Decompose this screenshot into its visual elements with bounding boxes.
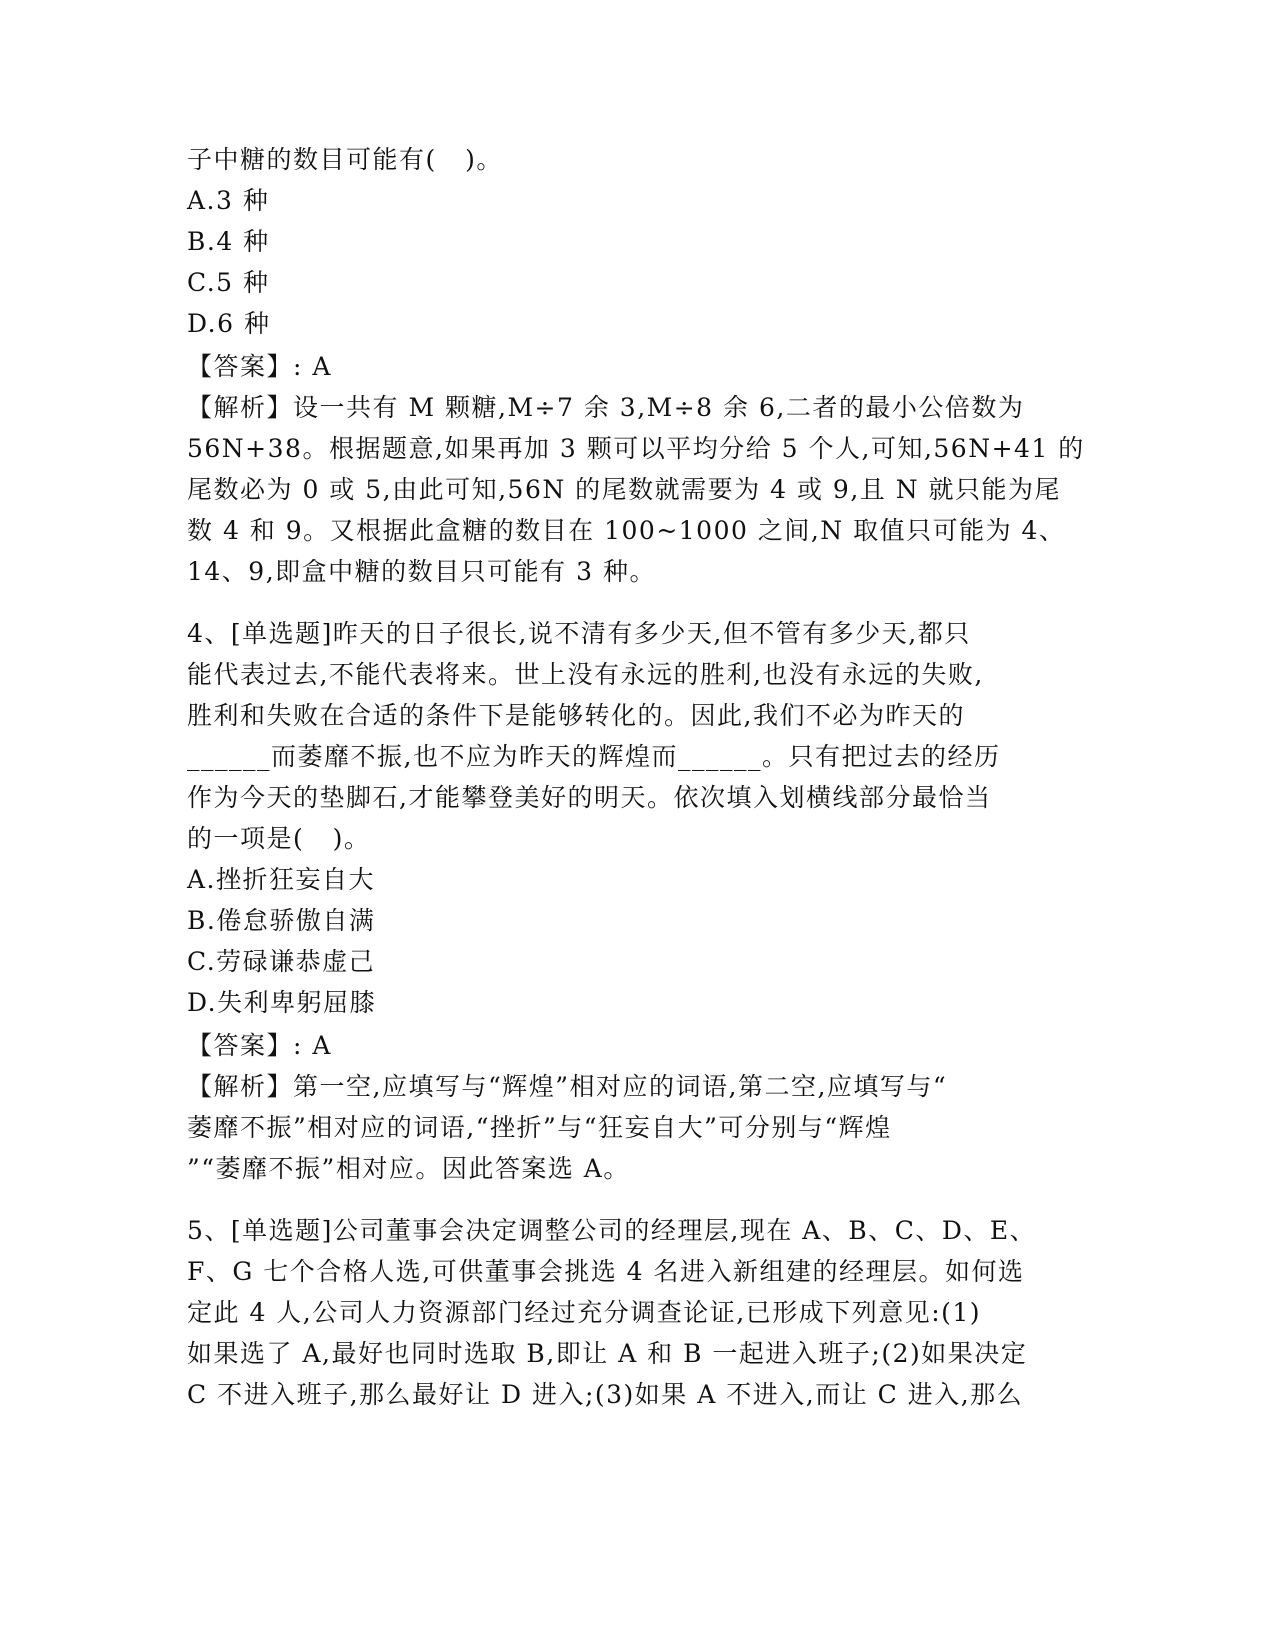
q5-stem-line: 如果选了 A,最好也同时选取 B,即让 A 和 B 一起进入班子;(2)如果决定: [187, 1339, 1028, 1368]
q4-analysis-line: ”“萎靡不振”相对应。因此答案选 A。: [187, 1154, 630, 1183]
q4-stem-line: 4、[单选题]昨天的日子很长,说不清有多少天,但不管有多少天,都只: [187, 619, 971, 648]
q3-stem-tail: 子中糖的数目可能有( )。: [187, 145, 503, 174]
q4-option-b: B.倦怠骄傲自满: [187, 906, 376, 935]
q5-stem-line: C 不进入班子,那么最好让 D 进入;(3)如果 A 不进入,而让 C 进入,那么: [187, 1380, 1024, 1409]
q4-analysis-line: 【解析】第一空,应填写与“辉煌”相对应的词语,第二空,应填写与“: [187, 1072, 948, 1101]
q3-option-b: B.4 种: [187, 227, 270, 256]
q3-analysis-line: 14、9,即盒中糖的数目只可能有 3 种。: [187, 557, 656, 586]
q5-stem-line: 5、[单选题]公司董事会决定调整公司的经理层,现在 A、B、C、D、E、: [187, 1216, 1037, 1245]
q4-stem-line: 能代表过去,不能代表将来。世上没有永远的胜利,也没有永远的失败,: [187, 660, 984, 689]
q3-option-c: C.5 种: [187, 268, 270, 297]
q3-option-d: D.6 种: [187, 309, 271, 338]
q4-option-d: D.失利卑躬屈膝: [187, 988, 377, 1017]
q5-stem-line: F、G 七个合格人选,可供董事会挑选 4 名进入新组建的经理层。如何选: [187, 1257, 1025, 1286]
q4-answer: 【答案】: A: [187, 1031, 332, 1060]
q3-analysis-line: 数 4 和 9。又根据此盒糖的数目在 100~1000 之间,N 取值只可能为 4、: [187, 516, 1066, 545]
q3-answer: 【答案】: A: [187, 352, 332, 381]
q4-analysis-line: 萎靡不振”相对应的词语,“挫折”与“狂妄自大”可分别与“辉煌: [187, 1113, 892, 1142]
q4-stem-line: 胜利和失败在合适的条件下是能够转化的。因此,我们不必为昨天的: [187, 701, 965, 730]
q3-analysis-line: 56N+38。根据题意,如果再加 3 颗可以平均分给 5 个人,可知,56N+41 的: [187, 434, 1085, 463]
q3-option-a: A.3 种: [187, 186, 270, 215]
q3-analysis-line: 尾数必为 0 或 5,由此可知,56N 的尾数就需要为 4 或 9,且 N 就只能为尾: [187, 475, 1062, 504]
q5-stem-line: 定此 4 人,公司人力资源部门经过充分调查论证,已形成下列意见:(1): [187, 1298, 982, 1327]
q4-option-a: A.挫折狂妄自大: [187, 865, 376, 894]
q4-stem-line: ______而萎靡不振,也不应为昨天的辉煌而______。只有把过去的经历: [187, 742, 1001, 771]
q4-option-c: C.劳碌谦恭虚己: [187, 947, 376, 976]
q3-analysis-line: 【解析】设一共有 M 颗糖,M÷7 余 3,M÷8 余 6,二者的最小公倍数为: [187, 393, 1025, 422]
q4-stem-line: 的一项是( )。: [187, 824, 371, 853]
q4-stem-line: 作为今天的垫脚石,才能攀登美好的明天。依次填入划横线部分最恰当: [187, 783, 992, 812]
